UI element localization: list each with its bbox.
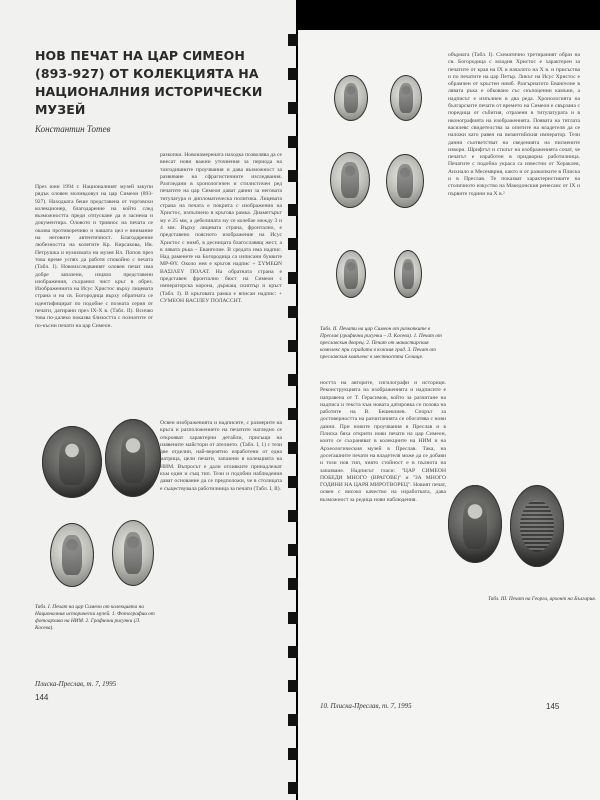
- saint-figure-icon: [463, 499, 487, 549]
- table2-seal-3b: [394, 250, 422, 298]
- left-footer: Плиска-Преслав, т. 7, 1995: [35, 680, 117, 688]
- table2-seal-1a: [334, 75, 368, 121]
- table2-seal-3a: [336, 250, 366, 298]
- christ-drawing-icon: [344, 83, 359, 112]
- right-footer: 10. Плиска-Преслав, т. 7, 1995: [320, 702, 412, 710]
- table3-seal-obverse: [448, 485, 502, 563]
- left-column-2: разкопки. Новонамерената находка позволява да се внесат нови важни уточнения за периода на тазгодишните проучвания и дава възможност за развиване на сфрагистичните изследвания. Разгледани в хронологичен и стилистичен ред печатите на цар Симеон дават данни за неговата титулатура и дипломатическа политика. Лицевата страна на печата е покрита с изображения на Христос, изпълнено в кръгова рамка. Диаметърът му е 25 мм, а дебелината му се колебае между 3 и 4 мм. Върху лицевата страна, фронтално, е представено поясното изображение на Исус Христос с нимб, в десницата благославящ жест, а в лявата ръка – Евангелие. В средата има надпис. Над раменете на Богородица са изписани буквите MP-ΘY. Около нея е кръгов надпис + ΣΥΜΕΩΝ ΒΑΣΙΛΕΥ ΠΟΛΑΤ. На обратната страна е представен фронтално бюст на Симеон с императорска корона, държащ скиптър и кръст (Табл. I). В кръговата рамка е вписан надпис: + СУМЕОН ВАСІЛЕУ ПОЛАССНТ.: [160, 152, 282, 304]
- table2-caption: Табл. II. Печати на цар Симеон от разкопките в Преслав (графични рисунки – Л. Косева). 1. Печат от преславския дворец. 2. Печат от манастирския комплекс при сградата в южния град. 3. Печат от преславския комплекс в местността Селище.: [320, 326, 442, 360]
- christ-drawing-icon: [62, 535, 81, 576]
- left-page: [0, 0, 296, 800]
- right-column-1: ността на авторите, сигилографи и историци. Реконструкцията на изображенията и надписите е направена от Т. Герасимов, който за разчитане на надписа и текста към новата датировка се позова на работите на В. Бешевлиев. Спорът за достоверността на разчитанията се обогатява с нови данни. При новите проучвания в Преслав и в Плиска бяха открити нови печати на цар Симеон, които се съхраняват в колекциите на НИМ и на Археологическия музей в Преслав. Така, на досегашните печати на владетеля може да се добави и този нов тип, чиято стойност е в пълнота на запазване. Надписът гласи: "ЦАР СИМЕОН ПОБЕДИ МНОГО (ВРАГОВЕ)" и "ЗА МНОГО ГОДИНИ НА ЦАРЯ МИРОТВОРЕЦ". Новият печат, освен с високо качество на изработката, дава възможност за редица нови наблюдения.: [320, 380, 446, 503]
- article-title: НОВ ПЕЧАТ НА ЦАР СИМЕОН (893-927) ОТ КОЛЕКЦИЯТА НА НАЦИОНАЛНИЯ ИСТОРИЧЕСКИ МУЗЕЙ: [35, 48, 263, 117]
- seal-reverse-photo: [105, 419, 161, 497]
- seal-obverse-drawing: [50, 523, 94, 587]
- virgin-drawing-icon: [124, 532, 142, 574]
- table3-caption: Табл. III. Печат на Георги, архонт на България.: [488, 596, 597, 602]
- virgin-drawing-icon: [402, 259, 414, 290]
- table3-seal-reverse: [510, 485, 564, 567]
- seal-obverse-photo: [42, 426, 102, 498]
- table2-seal-1b: [390, 75, 422, 121]
- table2-seal-2b: [386, 154, 424, 208]
- left-column-3: Освен изображенията и надписите, с размерите на кръга и разположението на печатите нагледно се открояват характерни детайли, присъщи на изявените майстори от ателието. (Табл. I, 1) с тези две отделни, най-вероятно изработени от една матрица, цели печати, запазени в колекцията на НИМ. Въпросът е дали отливките принадлежат към един и същ тип. Тези и подобни наблюдения дават основание да се предположи, че в столицата е съществувала работилница за печати (Табл. I, II).: [160, 420, 282, 492]
- right-column-2: обърната (Табл. I). Схематично третираният образ на св. Богородица с младия Христос е характерен за печатите от края на IX и началото на X в. и присъства и по печатите на цар Петър. Ликът на Исус Христос е обрамчен от кръстен нимб. Разгърнатото Евангелие в лявата ръка е обковано със скъпоценни камъни, а надписът е изпълнен в два реда. Хронологията на българските печати от времето на Симеон е свързана с поредица от събития, отразени в титулатурата и в иконографията на изображенията. Появата на титлата василевс свидетелства за опитите на владетеля да се наложи като равен на византийския император. Тези данни съответстват на сведенията на писмените извори. Шрифтът и стилът на изображенията сочат, че печатът е изработен в придворна работилница. Печатите с подобна украса са известни от Хераклея, Анхиало и Месемврия, както и от разкопките в Плиска и в Преслав. Те показват характеристиките на столичното изкуство на Македонския ренесанс от IX и първите години на X в.²: [448, 52, 580, 197]
- inscription-icon: [520, 500, 555, 553]
- christ-figure-icon: [59, 439, 85, 485]
- christ-drawing-icon: [341, 162, 359, 198]
- seal-reverse-drawing: [112, 520, 154, 586]
- left-figure-caption: Табл. I. Печат на цар Симеон от колекцията на Националния исторически музей. 1. Фотографии от фотоархива на НИМ. 2. Графични рисунки (Л. Косева).: [35, 604, 155, 631]
- virgin-drawing-icon: [397, 164, 414, 199]
- virgin-drawing-icon: [399, 83, 413, 112]
- left-column-1: През юни 1994 г. Националният музей закупи рядък оловен моливдовул на цар Симеон (893-927). Находката беше представена от торговски колекционер, благодарение на който след възможността преди отпускане да я заснема и документира. Оловото и тривнос на печата се оказва противоречиво и нашата цел е внимание на неговите автентичност. Благодарение любезността на колегите Кр. Кирсакова, Ив. Петрушка и нумизмата на музея Вл. Попов през това време успях да работя спокойно с печата (Табл. I). Новоизследваният оловен печат има добре запазени, изцяло представени изображения, съхранил чист кръг в обрез. Изображенията на Исус Христос върху лицевата страна и на св. Богородица върху обратната се идентифицират по подобие с позната серия от печати, датирани през IX-X в. (Табл. II). Всичко това по-далеко показва близостта с познатите от по-късни печати на цар Симеон.: [35, 184, 153, 329]
- christ-drawing-icon: [344, 259, 357, 290]
- article-author: Константин Тотев: [35, 124, 111, 134]
- virgin-figure-icon: [121, 433, 146, 483]
- right-page-number: 145: [546, 702, 560, 711]
- right-page: [298, 30, 600, 800]
- table2-seal-2a: [330, 152, 370, 208]
- left-page-number: 144: [35, 693, 49, 702]
